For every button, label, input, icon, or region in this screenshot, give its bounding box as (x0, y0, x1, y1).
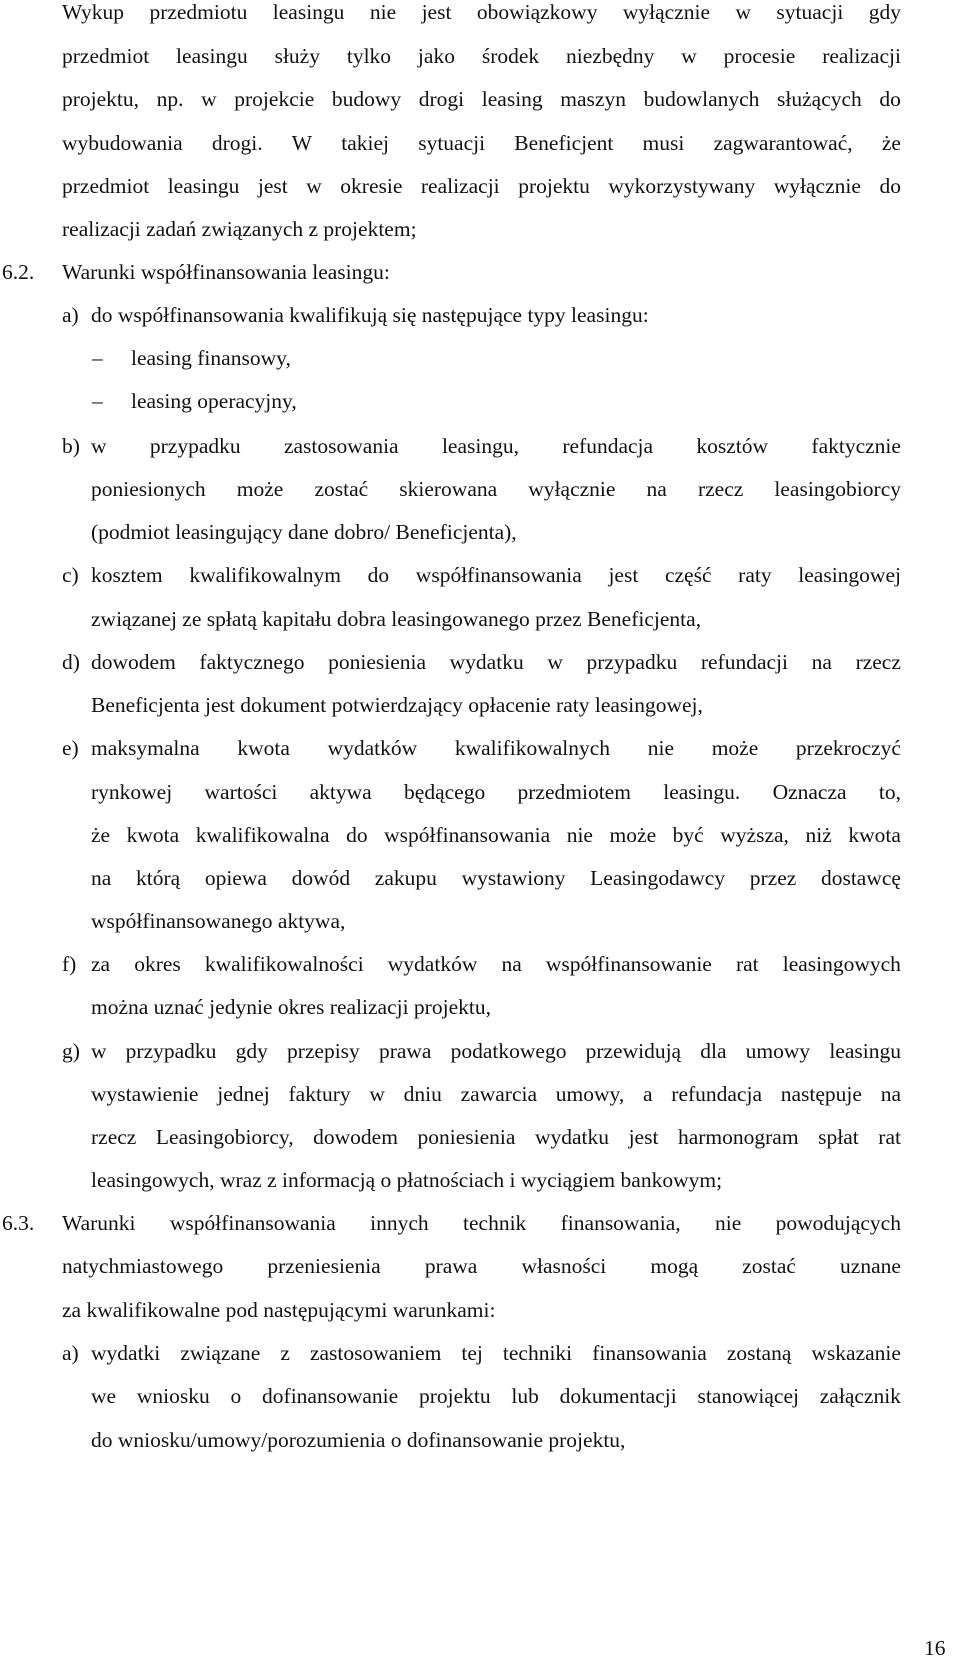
word: wskazanie (811, 1341, 901, 1365)
word: budowy (331, 87, 402, 111)
word: kwota (237, 736, 290, 760)
word: takiej (341, 131, 390, 155)
word: dowodem (91, 650, 176, 674)
word: zostaną (726, 1341, 792, 1365)
word: okresie (340, 174, 403, 198)
word: Wykup (62, 0, 125, 24)
word: jest (257, 174, 288, 198)
word: dniu (403, 1082, 442, 1106)
word: do (346, 823, 368, 847)
word: opiewa (204, 866, 267, 890)
word: projekcie (234, 87, 315, 111)
word: na (880, 1082, 901, 1106)
word: przez (749, 866, 797, 890)
word: gdy (868, 0, 901, 24)
item-e-marker: e) (62, 736, 79, 760)
intro-line-5 (62, 176, 901, 198)
word: w (735, 0, 751, 24)
word: maszyn (560, 87, 626, 111)
word: przedmiot (62, 44, 150, 68)
word: wyłącznie (622, 0, 711, 24)
word: Leasingodawcy (590, 866, 726, 890)
item-a-text: do współfinansowania kwalifikują się następujące typy leasingu: (91, 303, 649, 327)
section-6-3-line-2 (62, 1256, 901, 1278)
word: przypadku (125, 1039, 217, 1063)
word: wyłącznie (773, 174, 861, 198)
word: na (91, 866, 112, 890)
word: mogą (650, 1254, 699, 1278)
word: jest (628, 1125, 659, 1149)
word: w (91, 1039, 107, 1063)
word: część (664, 563, 712, 587)
item-e-line-1 (91, 738, 901, 760)
word: projektu (518, 174, 590, 198)
word: rzecz (91, 1125, 137, 1149)
section-6-3-number: 6.3. (2, 1211, 35, 1235)
word: środek (481, 44, 540, 68)
word: na (811, 650, 832, 674)
word: techniki (502, 1341, 573, 1365)
word: maksymalna (91, 736, 200, 760)
word: jest (608, 563, 639, 587)
dash-bullet-icon: – (92, 346, 103, 370)
word: jednej (217, 1082, 270, 1106)
word: w (306, 174, 322, 198)
word: Warunki (62, 1211, 136, 1235)
word: kosztów (696, 434, 769, 458)
word: zastosowania (283, 434, 399, 458)
word: służy (274, 44, 320, 68)
intro-line-2 (62, 46, 901, 68)
word: nie (714, 1211, 742, 1235)
item-g-line-3 (91, 1127, 901, 1149)
s63-item-a-line-2 (91, 1386, 901, 1408)
word: własności (521, 1254, 607, 1278)
word: faktury (288, 1082, 351, 1106)
word: musi (642, 131, 685, 155)
section-6-2-number: 6.2. (2, 260, 35, 284)
item-e-line-5: współfinansowanego aktywa, (91, 909, 346, 933)
word: dowodem (313, 1125, 398, 1149)
item-e-line-4 (91, 868, 901, 890)
word: rzecz (697, 477, 744, 501)
word: że (91, 823, 111, 847)
word: wydatku (449, 650, 524, 674)
dash-item-2: leasing operacyjny, (131, 389, 297, 413)
word: w (369, 1082, 385, 1106)
word: refundacji (700, 650, 789, 674)
word: nie (566, 823, 593, 847)
page-number: 16 (924, 1636, 946, 1660)
word: prawa (378, 1039, 432, 1063)
word: o (230, 1384, 242, 1408)
word: W (291, 131, 313, 155)
s63-item-a-marker: a) (62, 1341, 79, 1365)
item-g-line-2 (91, 1084, 901, 1106)
word: współfinansowanie (545, 952, 712, 976)
section-6-3-line-3: za kwalifikowalne pod następującymi warunkami: (62, 1298, 496, 1322)
word: może (609, 823, 657, 847)
word: Beneficjent (514, 131, 614, 155)
word: sytuacji (776, 0, 844, 24)
item-f-line-1 (91, 954, 901, 976)
word: wniosku (136, 1384, 210, 1408)
word: obowiązkowy (476, 0, 598, 24)
word: leasingu (829, 1039, 901, 1063)
word: z (280, 1341, 290, 1365)
word: gdy (235, 1039, 268, 1063)
word: leasingu (167, 174, 240, 198)
word: drogi (418, 87, 465, 111)
word: Leasingobiorcy, (155, 1125, 294, 1149)
word: rat (878, 1125, 901, 1149)
word: dostawcę (820, 866, 901, 890)
word: dla (700, 1039, 727, 1063)
word: umowy, (555, 1082, 625, 1106)
word: rzecz (855, 650, 901, 674)
word: służących (777, 87, 862, 111)
word: finansowania (592, 1341, 707, 1365)
section-6-3-line-1 (62, 1213, 901, 1235)
word: kwota (126, 823, 180, 847)
word: leasingu. (663, 780, 741, 804)
word: drogi. (211, 131, 263, 155)
word: kwota (848, 823, 901, 847)
word: a (642, 1082, 653, 1106)
word: jest (421, 0, 452, 24)
word: zawarcia (460, 1082, 537, 1106)
word: skierowana (399, 477, 498, 501)
item-c-line-2: związanej ze spłatą kapitału dobra leasingowanego przez Beneficjenta, (91, 607, 702, 631)
word: do (879, 87, 901, 111)
word: raty (738, 563, 772, 587)
intro-line-4 (62, 133, 901, 155)
word: zostać (742, 1254, 796, 1278)
word: umowy (745, 1039, 811, 1063)
word: wydatki (91, 1341, 161, 1365)
word: uznane (840, 1254, 901, 1278)
item-f-marker: f) (62, 952, 77, 976)
word: kwalifikowalna (195, 823, 330, 847)
word: w (91, 434, 107, 458)
word: harmonogram (677, 1125, 799, 1149)
dash-item-1: leasing finansowy, (131, 346, 291, 370)
word: kwalifikowalnych (454, 736, 611, 760)
s63-item-a-line-3: do wniosku/umowy/porozumienia o dofinansowanie projektu, (91, 1428, 626, 1452)
word: leasingobiorcy (774, 477, 901, 501)
word: budowlanych (643, 87, 760, 111)
word: Oznacza (772, 780, 847, 804)
word: związane (180, 1341, 261, 1365)
word: leasingowej (798, 563, 901, 587)
word: przedmiot (62, 174, 150, 198)
item-g-line-4: leasingowych, wraz z informacją o płatnościach i wyciągiem bankowym; (91, 1168, 723, 1192)
word: do (367, 563, 390, 587)
word: przeniesienia (267, 1254, 381, 1278)
word: przypadku (586, 650, 678, 674)
word: nie (647, 736, 675, 760)
word: niezbędny (566, 44, 655, 68)
word: w (201, 87, 217, 111)
intro-line-3 (62, 89, 901, 111)
word: poniesienia (417, 1125, 516, 1149)
item-b-line-1 (91, 436, 901, 458)
item-b-marker: b) (62, 434, 80, 458)
item-e-line-2 (91, 782, 901, 804)
word: natychmiastowego (62, 1254, 224, 1278)
section-6-2-title: Warunki współfinansowania leasingu: (62, 260, 390, 284)
word: spłat (818, 1125, 859, 1149)
word: leasingu (272, 0, 345, 24)
word: być (672, 823, 704, 847)
word: na (646, 477, 667, 501)
word: np. (156, 87, 184, 111)
word: rynkowej (91, 780, 173, 804)
word: przekroczyć (795, 736, 901, 760)
word: zastosowaniem (309, 1341, 442, 1365)
word: przypadku (149, 434, 241, 458)
item-f-line-2: można uznać jedynie okres realizacji projektu, (91, 995, 491, 1019)
word: kwalifikowalności (204, 952, 364, 976)
word: kwalifikowalnym (189, 563, 341, 587)
word: wystawienie (91, 1082, 199, 1106)
item-d-line-1 (91, 652, 901, 674)
word: załącznik (819, 1384, 901, 1408)
word: w (547, 650, 563, 674)
word: wartości (204, 780, 278, 804)
word: może (711, 736, 759, 760)
word: współfinansowania (415, 563, 582, 587)
word: za (91, 952, 111, 976)
word: technik (463, 1211, 527, 1235)
word: stanowiącej (697, 1384, 799, 1408)
word: wyłącznie (528, 477, 616, 501)
word: przepisy (286, 1039, 360, 1063)
word: innych (370, 1211, 429, 1235)
word: sytuacji (418, 131, 486, 155)
word: zakupu (374, 866, 437, 890)
item-g-line-1 (91, 1041, 901, 1063)
item-d-line-2: Beneficjenta jest dokument potwierdzający opłacenie raty leasingowej, (91, 693, 703, 717)
word: podatkowego (450, 1039, 567, 1063)
word: leasingu, (441, 434, 519, 458)
word: rat (735, 952, 759, 976)
word: wyższa, (720, 823, 789, 847)
word: realizacji (420, 174, 500, 198)
word: leasingu (176, 44, 248, 68)
word: procesie (723, 44, 796, 68)
word: zagwarantować, (713, 131, 853, 155)
word: współfinansowania (384, 823, 551, 847)
word: powodujących (775, 1211, 901, 1235)
word: przewidują (585, 1039, 682, 1063)
word: projektu (418, 1384, 491, 1408)
word: leasingowych (782, 952, 901, 976)
word: poniesienia (328, 650, 427, 674)
word: realizacji (822, 44, 901, 68)
intro-line-1 (62, 2, 901, 24)
item-c-line-1 (91, 565, 901, 587)
word: refundacja (671, 1082, 762, 1106)
word: niż (805, 823, 832, 847)
word: tej (461, 1341, 483, 1365)
word: którą (135, 866, 181, 890)
intro-line-6: realizacji zadań związanych z projektem; (62, 217, 417, 241)
word: wydatku (534, 1125, 610, 1149)
word: współfinansowania (169, 1211, 336, 1235)
word: okres (134, 952, 181, 976)
word: poniesionych (91, 477, 206, 501)
word: jako (417, 44, 455, 68)
word: refundacja (562, 434, 654, 458)
word: leasing (481, 87, 543, 111)
word: aktywa (309, 780, 372, 804)
word: faktycznie (811, 434, 901, 458)
word: lub (511, 1384, 539, 1408)
word: dofinansowanie (262, 1384, 399, 1408)
word: że (881, 131, 901, 155)
word: dowód (291, 866, 351, 890)
word: to, (878, 780, 901, 804)
word: może (236, 477, 284, 501)
item-d-marker: d) (62, 650, 80, 674)
word: tylko (346, 44, 392, 68)
dash-bullet-icon: – (92, 389, 103, 413)
word: nie (369, 0, 397, 24)
word: wykorzystywany (608, 174, 756, 198)
word: dokumentacji (559, 1384, 677, 1408)
word: wydatków (327, 736, 418, 760)
item-b-line-2 (91, 479, 901, 501)
item-a-marker: a) (62, 303, 79, 327)
word: do (879, 174, 901, 198)
item-g-marker: g) (62, 1039, 80, 1063)
word: następuje (780, 1082, 862, 1106)
word: przedmiotu (149, 0, 248, 24)
word: projektu, (62, 87, 140, 111)
word: finansowania, (560, 1211, 681, 1235)
s63-item-a-line-1 (91, 1343, 901, 1365)
word: w (681, 44, 697, 68)
item-e-line-3 (91, 825, 901, 847)
item-c-marker: c) (62, 563, 79, 587)
word: przedmiotem (517, 780, 631, 804)
word: na (501, 952, 522, 976)
word: faktycznego (199, 650, 305, 674)
word: prawa (424, 1254, 478, 1278)
word: wydatków (387, 952, 478, 976)
word: wystawiony (461, 866, 566, 890)
word: kosztem (91, 563, 163, 587)
item-b-line-3: (podmiot leasingujący dane dobro/ Beneficjenta), (91, 520, 517, 544)
word: zostać (314, 477, 369, 501)
word: wybudowania (62, 131, 183, 155)
word: będącego (404, 780, 486, 804)
word: we (91, 1384, 117, 1408)
